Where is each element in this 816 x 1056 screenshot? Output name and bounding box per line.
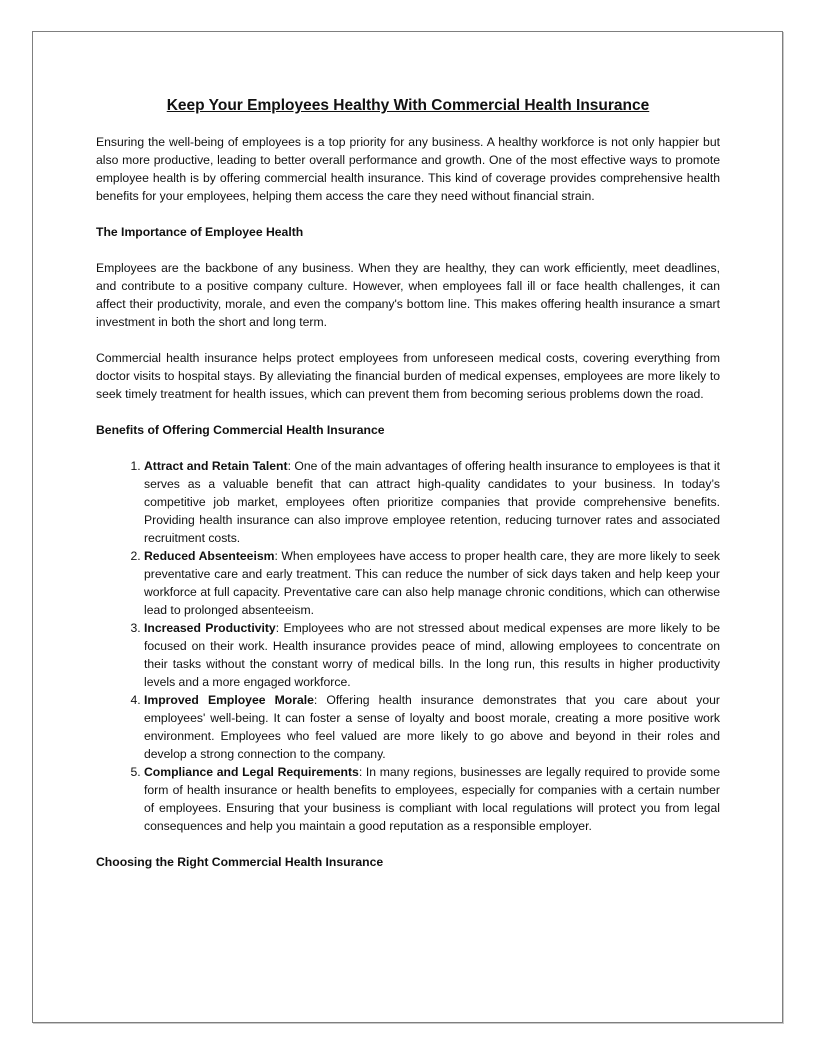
document-title: Keep Your Employees Healthy With Commercial Health Insurance [166, 97, 650, 114]
list-item [144, 547, 720, 619]
importance-paragraph-2: Commercial health insurance helps protect employees from unforeseen medical costs, covering everything from doctor visits to hospital stays. By alleviating the financial burden of medical expenses, employees are more likely to seek timely treatment for health issues, which can prevent them from becoming serious problems down the road. [96, 351, 720, 401]
list-item-title: Attract and Retain Talent [144, 459, 288, 473]
list-item-title: Improved Employee Morale [144, 693, 314, 707]
list-item [144, 457, 720, 547]
list-item [144, 619, 720, 691]
list-item-title: Compliance and Legal Requirements [144, 765, 359, 779]
list-item [144, 691, 720, 763]
benefits-list [96, 457, 720, 835]
list-item-text: : One of the main advantages of offering health insurance to employees is that it serves as a valuable benefit that can attract high-quality candidates to your business. In today’s competitive job market, employees often prioritize companies that provide comprehensive benefits. Providing health insurance can also improve employee retention, reducing turnover rates and associated recruitment costs. [144, 459, 720, 545]
importance-paragraph-1: Employees are the backbone of any business. When they are healthy, they can work efficiently, meet deadlines, and contribute to a positive company culture. However, when employees fall ill or face health challenges, it can affect their productivity, morale, and even the company's bottom line. This makes offering health insurance a smart investment in both the short and long term. [96, 261, 720, 329]
document-body [96, 96, 720, 889]
list-item-text: : Employees who are not stressed about medical expenses are more likely to be focused on their work. Health insurance provides peace of mind, allowing employees to concentrate on their tasks without the constant worry of medical bills. In the long run, this results in higher productivity levels and a more engaged workforce. [144, 621, 720, 689]
list-item-text: : Offering health insurance demonstrates that you care about your employees' well-being. It can foster a sense of loyalty and boost morale, creating a more positive work environment. Employees who feel valued are more likely to go above and beyond in their roles and develop a strong connection to the company. [144, 693, 720, 761]
section-heading-importance: The Importance of Employee Health [96, 225, 304, 239]
list-item [144, 763, 720, 835]
list-item-text: : In many regions, businesses are legally required to provide some form of health insurance or health benefits to employees, especially for companies with a certain number of employees. Ensuring that your business is compliant with local regulations will protect you from legal consequences and help you maintain a good reputation as a responsible employer. [144, 765, 720, 833]
list-item-text: : When employees have access to proper health care, they are more likely to seek preventative care and early treatment. This can reduce the number of sick days taken and help keep your workforce at full capacity. Preventative care can also help manage chronic conditions, which can otherwise lead to prolonged absenteeism. [144, 549, 720, 617]
section-heading-benefits: Benefits of Offering Commercial Health Insurance [96, 423, 385, 437]
list-item-title: Reduced Absenteeism [144, 549, 275, 563]
section-heading-choosing: Choosing the Right Commercial Health Insurance [96, 855, 384, 869]
intro-paragraph: Ensuring the well-being of employees is a top priority for any business. A healthy workforce is not only happier but also more productive, leading to better overall performance and growth. One of the most effective ways to promote employee health is by offering commercial health insurance. This kind of coverage provides comprehensive health benefits for your employees, helping them access the care they need without financial strain. [96, 135, 720, 203]
list-item-title: Increased Productivity [144, 621, 276, 635]
